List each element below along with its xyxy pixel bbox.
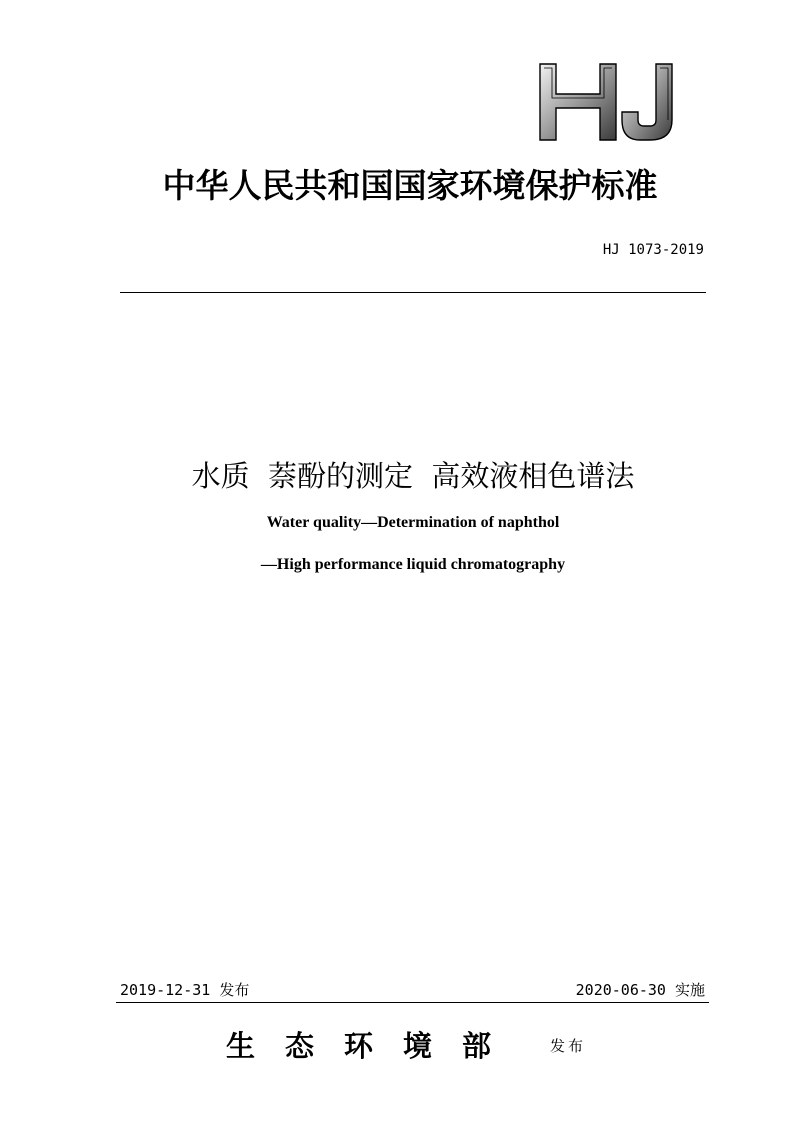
issuer-suffix: 发布 [550,1037,587,1055]
top-divider [120,292,706,293]
standard-title: 中华人民共和国国家环境保护标准 [162,166,658,205]
document-title-en-line1: Water quality—Determination of naphthol [266,514,560,531]
standard-code: HJ 1073-2019 [602,242,704,258]
document-title-cn: 水质 萘酚的测定 高效液相色谱法 [191,459,635,493]
bottom-divider [116,1002,709,1003]
hj-logo [536,62,686,142]
issue-date: 2019-12-31 发布 [120,981,250,999]
implementation-date: 2020-06-30 实施 [575,981,705,999]
issuing-authority: 生态环境部 [226,1029,522,1063]
document-title-en-line2: —High performance liquid chromatography [260,556,566,573]
